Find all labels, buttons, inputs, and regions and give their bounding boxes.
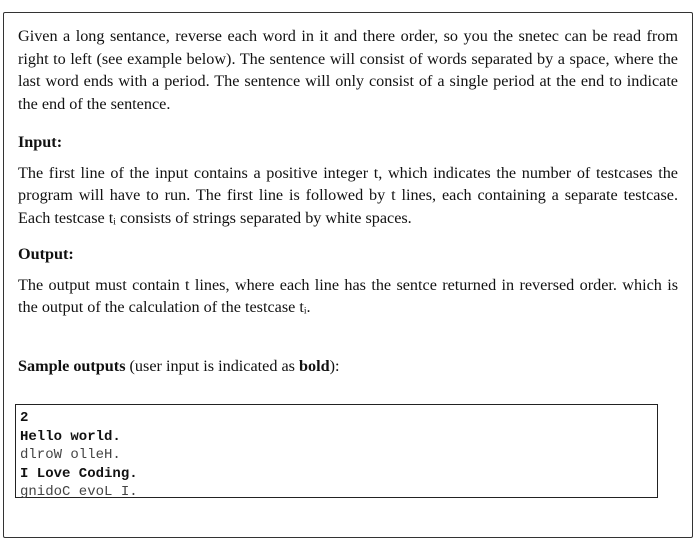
sample-label — [18, 355, 678, 378]
sample-label-bold: Sample outputs — [18, 356, 126, 375]
sample-output-box — [15, 404, 658, 498]
input-paragraph: The first line of the input contains a positive integer t, which indicates the number of testcases the program will have to run. The first line is followed by t lines, each containing a separate testcase. Each testcase tᵢ consists of strings separated by white spaces. — [18, 163, 678, 227]
sample-label-rest-1: (user input is indicated as — [125, 356, 300, 375]
problem-content — [18, 25, 678, 377]
sample-label-rest-2: ): — [329, 356, 340, 375]
input-heading: Input: — [18, 133, 63, 151]
sample-label-bold-word: bold — [299, 356, 330, 375]
sample-line-count: 2 — [20, 410, 29, 426]
sample-line-output-1: dlroW olleH. — [20, 447, 121, 463]
sample-line-output-2: gnidoC evoL I. — [20, 484, 138, 500]
sample-line-input-2: I Love Coding. — [20, 465, 138, 482]
intro-paragraph: Given a long sentance, reverse each word in it and there order, so you the snetec can be read from right to left (see example below). The sentence will consist of words separated by a space, where the last word ends with a period. The sentence will only consist of a single period at the end to indicate the end of the sentence. — [18, 27, 678, 113]
output-heading: Output: — [18, 245, 74, 263]
sample-line-input-1: Hello world. — [20, 428, 121, 445]
output-paragraph: The output must contain t lines, where each line has the sentce returned in reversed order. which is the output of the calculation of the testcase tᵢ. — [18, 275, 678, 316]
